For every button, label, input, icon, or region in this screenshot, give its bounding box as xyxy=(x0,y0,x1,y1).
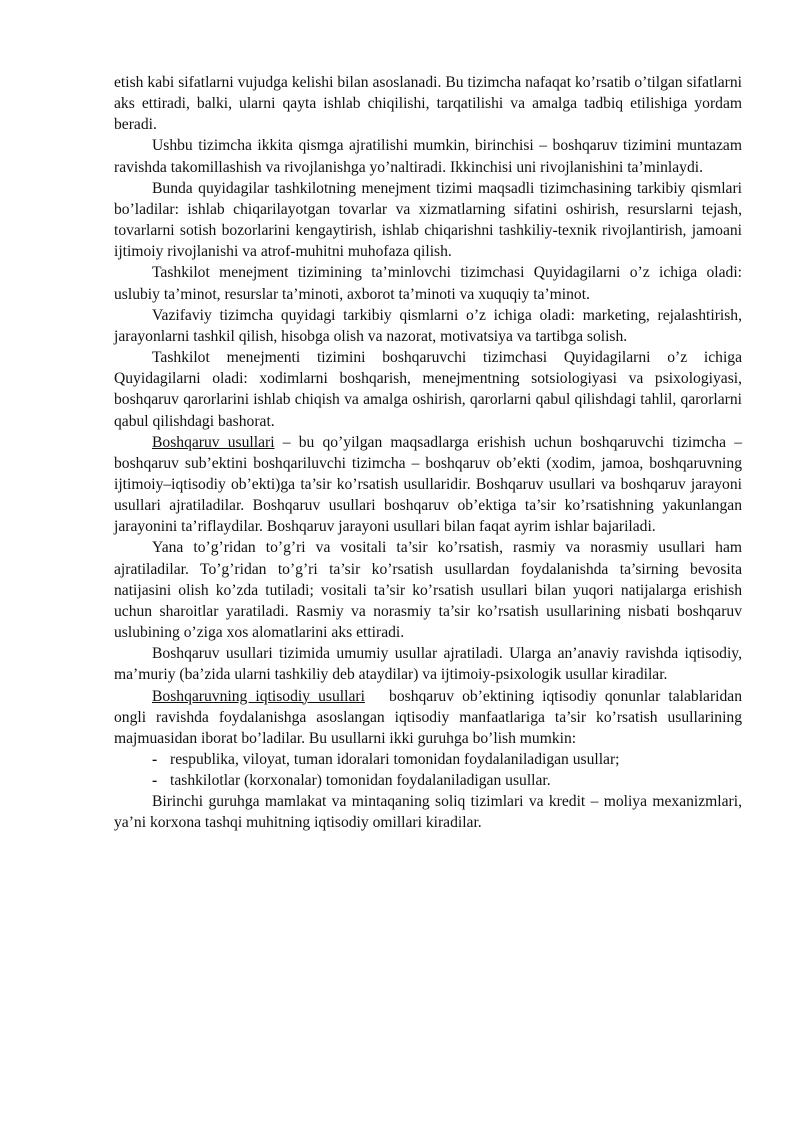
paragraph: Ushbu tizimcha ikkita qismga ajratilishi mumkin, birinchisi – boshqaruv tizimini muntazam ravishda takomillashish va rivojlanishga yo’naltiradi. Ikkinchisi uni rivojlanishini ta’minlaydi. xyxy=(114,137,742,176)
bullet-item xyxy=(114,749,742,770)
paragraph-text: – bu qo’yilgan maqsadlarga erishish uchun boshqaruvchi tizimcha – boshqaruv sub’ektini boshqariluvchi tizimcha – boshqaruv ob’ekti (xodim, jamoa, boshqaruvning ijtimoiy–iqtisodiy ob’ekti)ga ta’sir ko’rsatish usullaridir. Boshqaruv usullari va boshqaruv jarayoni usullari ajratiladilar. Boshqaruv usullari boshqaruv ob’ektiga ta’sir ko’rsatishning yakunlangan jarayonini ta’riflaydilar. Boshqaruv jarayoni usullari bilan faqat ayrim ishlar bajariladi. xyxy=(114,433,742,536)
dash-marker: - xyxy=(152,751,158,768)
paragraph: Tashkilot menejmenti tizimini boshqaruvchi tizimchasi Quyidagilarni o’z ichiga Quyidagilarni oladi: xodimlarni boshqarish, menejmentning sotsiologiyasi va psixologiyasi, boshqaruv qarorlarini ishlab chiqish va amalga oshirish, qarorlarni qabul qilishdagi tahlil, qarorlarni qabul qilishdagi bashorat. xyxy=(114,349,742,430)
term-underlined: Boshqaruvning iqtisodiy usullari xyxy=(152,687,365,705)
paragraph xyxy=(114,686,742,749)
bullet-item xyxy=(114,770,742,791)
term-underlined: Boshqaruv usullari xyxy=(152,433,275,451)
paragraph-text: boshqaruv ob’ektining iqtisodiy qonunlar talablaridan ongli ravishda foydalanishga asoslangan iqtisodiy manfaatlariga ta’sir ko’rsatish usullarining majmuasidan iborat bo’ladilar. Bu usullarni ikki guruhga bo’lish mumkin: xyxy=(114,687,742,747)
bullet-text: respublika, viloyat, tuman idoralari tomonidan foydalaniladigan usullar; xyxy=(170,751,620,768)
paragraph xyxy=(114,432,742,538)
paragraph: Boshqaruv usullari tizimida umumiy usullar ajratiladi. Ularga an’anaviy ravishda iqtisodiy, ma’muriy (ba’zida ularni tashkiliy deb ataydilar) va ijtimoiy-psixologik usullar kiradilar. xyxy=(114,645,742,684)
paragraph: Yana to’g’ridan to’g’ri va vositali ta’sir ko’rsatish, rasmiy va norasmiy usullari ham ajratiladilar. To’g’ridan to’g’ri ta’sir ko’rsatish usullardan foydalanishda ta’sirning bevosita natijasini olish ko’zda tutiladi; vositali ta’sir ko’rsatish usullari bilan yuqori natijalarga erishish uchun sharoitlar yaratiladi. Rasmiy va norasmiy ta’sir ko’rsatish usullarining nisbati boshqaruv uslubining o’ziga xos alomatlarini aks ettiradi. xyxy=(114,539,742,642)
paragraph: Tashkilot menejment tizimining ta’minlovchi tizimchasi Quyidagilarni o’z ichiga oladi: uslubiy ta’minot, resurslar ta’minoti, axborot ta’minoti va xuquqiy ta’minot. xyxy=(114,264,742,303)
bullet-text: tashkilotlar (korxonalar) tomonidan foydalaniladigan usullar. xyxy=(170,772,551,790)
paragraph: Bunda quyidagilar tashkilotning menejment tizimi maqsadli tizimchasining tarkibiy qismlari bo’ladilar: ishlab chiqarilayotgan tovarlar va xizmatlarning sifatini oshirish, resurslarni tejash, tovarlarni sotish bozorlarini kengaytirish, ishlab chiqarishni tashkiliy-texnik rivojlantirish, jamoani ijtimoiy rivojlanishi va atrof-muhitni muhofaza qilish. xyxy=(114,179,742,261)
paragraph: Vazifaviy tizimcha quyidagi tarkibiy qismlarni o’z ichiga oladi: marketing, rejalashtirish, jarayonlarni tashkil qilish, hisobga olish va nazorat, motivatsiya va tartibga solish. xyxy=(114,306,742,345)
dash-marker: - xyxy=(152,772,158,790)
paragraph: Birinchi guruhga mamlakat va mintaqaning soliq tizimlari va kredit – moliya mexanizmlari, ya’ni korxona tashqi muhitning iqtisodiy omillari kiradilar. xyxy=(114,793,742,832)
document-page xyxy=(114,72,742,834)
paragraph: etish kabi sifatlarni vujudga kelishi bilan asoslanadi. Bu tizimcha nafaqat ko’rsatib o’tilgan sifatlarni aks ettiradi, balki, ularni qayta ishlab chiqilishi, tarqatilishi va amalga tadbiq etilishiga yordam beradi. xyxy=(114,74,742,134)
